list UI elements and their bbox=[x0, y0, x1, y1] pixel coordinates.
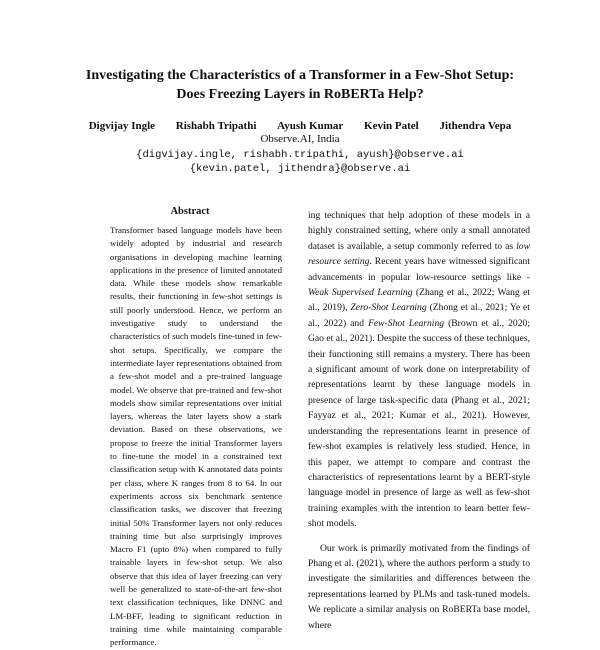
intro-paragraph-2: Our work is primarily motivated from the findings of Phang et al. (2021), where the authors perform a study to investigate the similarities and differences between the representations learned by PLMs and task-tuned models. We replicate a similar analysis on RoBERTa base model, where bbox=[308, 542, 530, 631]
text-run: ing techniques that help adoption of these models in a highly constrained setting, where only a small annotated dataset is available, a setup commonly referred to as bbox=[308, 210, 530, 252]
email-line-2: {kevin.patel, jithendra}@observe.ai bbox=[189, 163, 411, 175]
text-run: (Brown et al., 2020; Gao et al., 2021). Despite the success of these techniques, their functioning still remains a mystery. There has been a significant amount of work done on interpretability of representations learnt by these language models in presence of large task-specific data (Phang et al., 2021; Fayyaz et al., 2021; Kumar et al., 2021). However, understanding the representations learnt in presence of few-shot examples is relatively less studied. Hence, in this paper, we attempt to compare and contrast the characteristics of representations learnt by a BERT-style language model in presence of large as well as few-shot training examples with the intention to learn better few-shot models. bbox=[308, 317, 530, 530]
author-5: Jithendra Vepa bbox=[439, 120, 512, 132]
text-run: (Zhong et al., 2021; Ye et al., 2022) and bbox=[308, 302, 530, 329]
text-run: (Zhang et al., 2022; Wang et al., 2019), bbox=[308, 287, 530, 314]
abstract-heading: Abstract bbox=[170, 206, 210, 217]
abstract-text: Transformer based language models have been widely adopted by industrial and research organisations in developing machine learning applications in the presence of limited annotated data. While these models show remarkable results, their functioning in few-shot settings is still poorly understood. Hence, we perform an investigative study to understand the characteristics of such models fine-tuned in few-shot setups. Specifically, we compare the intermediate layer representations obtained from a few-shot model and a pre-trained language model. We observe that pre-trained and few-shot models show similar representations over initial layers, whereas the later layers show a stark deviation. Based on these observations, we propose to freeze the initial Transformer layers to fine-tune the model in a constrained text classification setup with K annotated data points per class, where K ranges from 8 to 64. In our experiments across six benchmark sentence classification tasks, we discover that freezing initial 50% Transformer layers not only reduces training time but also surprisingly improves Macro F1 (upto 8%) when compared to fully trainable layers in few-shot setup. We also observe that this idea of layer freezing can very well be generalized to state-of-the-art few-shot text classification techniques, like DNNC and LM-BFF, leading to significant reduction in training time while maintaining comparable performance. bbox=[110, 225, 282, 648]
text-run: . Recent years have witnessed significant advancements in popular low-resource settings like - bbox=[308, 256, 530, 283]
affiliation: Observe.AI, India bbox=[260, 133, 340, 145]
author-list bbox=[40, 119, 560, 133]
paper-title bbox=[40, 66, 560, 104]
intro-paragraph-1 bbox=[308, 208, 530, 532]
author-4: Kevin Patel bbox=[364, 120, 419, 132]
title-line-2: Does Freezing Layers in RoBERTa Help? bbox=[176, 87, 424, 102]
author-1: Digvijay Ingle bbox=[88, 120, 156, 132]
emphasis: Weak Supervised Learning bbox=[308, 287, 413, 299]
intro-column bbox=[308, 208, 530, 633]
email-line-1: {digvijay.ingle, rishabh.tripathi, ayush}@observe.ai bbox=[136, 149, 464, 161]
emphasis: Few-Shot Learning bbox=[368, 317, 445, 329]
author-2: Rishabh Tripathi bbox=[175, 120, 257, 132]
title-line-1: Investigating the Characteristics of a Transformer in a Few-Shot Setup: bbox=[85, 68, 515, 83]
emphasis: low resource setting bbox=[308, 240, 530, 268]
author-3: Ayush Kumar bbox=[277, 120, 344, 132]
emphasis: Zero-Shot Learning bbox=[350, 302, 427, 314]
